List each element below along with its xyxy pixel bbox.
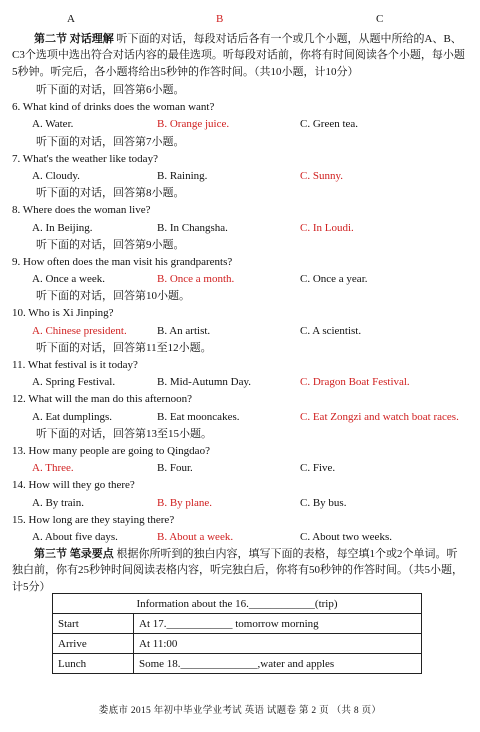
option-letter-c: C [376, 13, 384, 25]
option-b: B. Once a month. [157, 273, 235, 286]
section3-body: 根据你所听到的独白内容，填写下面的表格，每空填1个或2个单词。听独白前，你有25秒钟时间阅读表格内容，听完独白后，你将有50秒钟的作答时间。（共5小题，计5分） [12, 548, 463, 593]
listening-instruction: 听下面的对话，回答第11至12小题。 [36, 341, 212, 354]
option-row [12, 529, 470, 546]
table-row-label: Arrive [53, 634, 134, 654]
option-c: C. Once a year. [300, 273, 368, 286]
listening-instruction: 听下面的对话，回答第9小题。 [36, 238, 185, 251]
listening-instruction: 听下面的对话，回答第13至15小题。 [36, 427, 212, 440]
table-row [53, 614, 422, 634]
listening-instruction: 听下面的对话，回答第10小题。 [36, 290, 190, 303]
question-text: 6. What kind of drinks does the woman want? [12, 101, 215, 114]
question-text: 8. Where does the woman live? [12, 204, 151, 217]
option-row [12, 323, 470, 340]
question-text: 14. How will they go there? [12, 479, 135, 492]
option-b: B. About a week. [157, 530, 234, 543]
listening-instruction: 听下面的对话，回答第6小题。 [36, 84, 185, 96]
question-text: 12. What will the man do this afternoon? [12, 393, 193, 406]
option-letter-b: B [216, 13, 224, 25]
option-c: C. In Loudi. [300, 221, 354, 234]
table-row-value: At 17.____________ tomorrow morning [134, 614, 422, 634]
option-c: C. About two weeks. [300, 530, 392, 543]
option-a: A. By train. [32, 496, 84, 509]
option-b: B. Mid-Autumn Day. [157, 376, 252, 389]
table-row-value: At 11:00 [134, 634, 422, 654]
option-c: C. By bus. [300, 496, 347, 509]
table-title: Information about the 16.____________(trip) [53, 594, 422, 614]
question-text: 15. How long are they staying there? [12, 513, 175, 526]
option-row [12, 409, 470, 426]
option-a: A. Spring Festival. [32, 376, 116, 389]
section3-heading: 第三节 笔录要点 [34, 548, 114, 560]
option-row [12, 168, 470, 185]
option-a: A. Once a week. [32, 273, 105, 286]
option-c: C. Sunny. [300, 169, 343, 182]
option-a: A. Eat dumplings. [32, 410, 113, 423]
page-footer: 娄底市 2015 年初中毕业学业考试 英语 试题卷 第 2 页 （共 8 页） [98, 706, 382, 716]
question-list [12, 82, 470, 546]
listening-instruction: 听下面的对话，回答第8小题。 [36, 187, 185, 200]
option-row [12, 460, 470, 477]
option-b: B. Four. [157, 462, 193, 475]
question-text: 10. Who is Xi Jinping? [12, 307, 114, 320]
option-row [12, 271, 470, 288]
option-c: C. A scientist. [300, 324, 362, 337]
listening-instruction: 听下面的对话，回答第7小题。 [36, 135, 185, 148]
section2-heading: 第二节 对话理解 [34, 33, 114, 45]
option-a: A. Three. [32, 462, 74, 475]
option-a: A. In Beijing. [32, 221, 93, 234]
question-text: 9. How often does the man visit his grandparents? [12, 255, 233, 268]
option-a: A. Water. [32, 118, 74, 131]
option-c: C. Five. [300, 462, 336, 475]
option-b: B. An artist. [157, 324, 211, 337]
section3-intro [12, 546, 468, 595]
option-b: B. Eat mooncakes. [157, 410, 240, 423]
option-c: C. Green tea. [300, 118, 359, 131]
option-letter-a: A [67, 13, 75, 25]
info-table [52, 593, 422, 674]
option-a: A. About five days. [32, 530, 118, 543]
option-row [12, 374, 470, 391]
option-row [12, 220, 470, 237]
previous-options-row [0, 13, 480, 27]
section2-intro [12, 31, 468, 80]
option-b: B. Raining. [157, 169, 208, 182]
option-row [12, 116, 470, 133]
question-text: 11. What festival is it today? [12, 359, 138, 371]
option-a: A. Cloudy. [32, 169, 80, 182]
table-row [53, 634, 422, 654]
table-row-label: Start [53, 614, 134, 634]
section2-body: 听下面的对话，每段对话后各有一个或几个小题，从题中所给的A、B、C3个选项中选出符合对话内容的最佳选项。听每段对话前，你将有时间阅读各个小题，每小题5秒钟。听完后，各小题将给出5秒钟的作答时间。（共10小题，计10分） [12, 33, 465, 78]
option-row [12, 495, 470, 512]
option-b: B. Orange juice. [157, 118, 230, 131]
question-text: 13. How many people are going to Qingdao? [12, 444, 210, 457]
table-row-value: Some 18.______________,water and apples [134, 654, 422, 674]
option-c: C. Dragon Boat Festival. [300, 376, 410, 389]
option-b: B. By plane. [157, 496, 212, 509]
option-b: B. In Changsha. [157, 221, 228, 234]
table-row [53, 654, 422, 674]
option-a: A. Chinese president. [32, 324, 127, 337]
option-c: C. Eat Zongzi and watch boat races. [300, 410, 459, 423]
question-text: 7. What's the weather like today? [12, 152, 158, 165]
table-row-label: Lunch [53, 654, 134, 674]
